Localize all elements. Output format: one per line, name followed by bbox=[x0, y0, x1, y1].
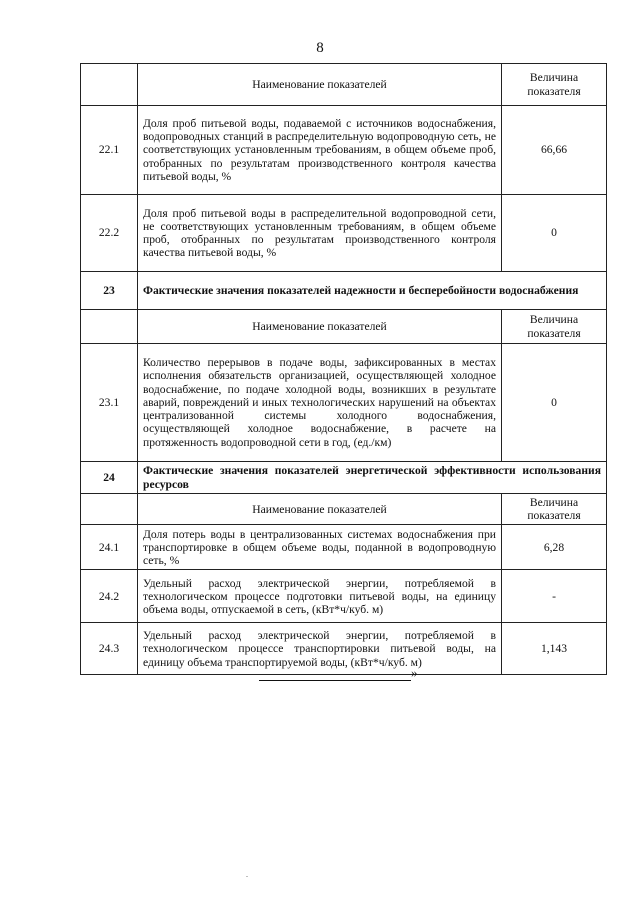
row-number: 24.2 bbox=[81, 570, 138, 623]
header-empty-cell bbox=[81, 64, 138, 106]
row-value: 66,66 bbox=[502, 106, 607, 195]
section-number: 24 bbox=[81, 462, 138, 494]
header-empty-cell bbox=[81, 310, 138, 344]
row-number: 24.3 bbox=[81, 623, 138, 675]
table-subheader-row bbox=[81, 310, 607, 344]
section-title: Фактические значения показателей энергетической эффективности использования ресурсов bbox=[138, 462, 607, 494]
header-value: Величина показателя bbox=[502, 310, 607, 344]
table-header-row bbox=[81, 64, 607, 106]
table-row bbox=[81, 344, 607, 462]
section-row bbox=[81, 272, 607, 310]
row-description: Доля потерь воды в централизованных системах водоснабжения при транспортировке в общем объеме воды, поданной в водопроводную сеть, % bbox=[138, 525, 502, 570]
header-value: Величина показателя bbox=[502, 494, 607, 525]
section-number: 23 bbox=[81, 272, 138, 310]
row-number: 24.1 bbox=[81, 525, 138, 570]
row-description: Количество перерывов в подаче воды, зафиксированных в местах исполнения обязательств организацией, осуществляющей холодное водоснабжение, по подаче холодной воды, возникших в результате аварий, повреждений и иных технологических нарушений на объектах централизованной системы холодного водоснабжения, осуществляющей холодное водоснабжение, в расчете на протяженность водопроводной сети в год, (ед./км) bbox=[138, 344, 502, 462]
header-value: Величина показателя bbox=[502, 64, 607, 106]
header-empty-cell bbox=[81, 494, 138, 525]
section-row bbox=[81, 462, 607, 494]
row-value: 0 bbox=[502, 344, 607, 462]
bottom-dot: . bbox=[246, 870, 248, 879]
row-number: 22.1 bbox=[81, 106, 138, 195]
section-title: Фактические значения показателей надежности и бесперебойности водоснабжения bbox=[138, 272, 607, 310]
row-number: 23.1 bbox=[81, 344, 138, 462]
header-name: Наименование показателей bbox=[138, 64, 502, 106]
page-number: 8 bbox=[316, 40, 324, 56]
closing-quote: » bbox=[411, 665, 418, 680]
table-row bbox=[81, 106, 607, 195]
row-value: - bbox=[502, 570, 607, 623]
table-row bbox=[81, 570, 607, 623]
row-description: Удельный расход электрической энергии, потребляемой в технологическом процессе подготовки питьевой воды, на единицу объема воды, отпускаемой в сеть, (кВт*ч/куб. м) bbox=[138, 570, 502, 623]
closing-mark bbox=[259, 665, 418, 681]
row-description: Доля проб питьевой воды, подаваемой с источников водоснабжения, водопроводных станций в распределительную водопроводную сеть, не соответствующих установленным требованиям, в общем объеме проб, отобранных по результатам производственного контроля качества питьевой воды, % bbox=[138, 106, 502, 195]
row-description: Удельный расход электрической энергии, потребляемой в технологическом процессе транспортировки питьевой воды, на единицу объема транспортируемой воды, (кВт*ч/куб. м) bbox=[138, 623, 502, 675]
row-value: 1,143 bbox=[502, 623, 607, 675]
indicators-table bbox=[80, 63, 607, 675]
table-subheader-row bbox=[81, 494, 607, 525]
table-row bbox=[81, 525, 607, 570]
table-row bbox=[81, 195, 607, 272]
closing-underline bbox=[259, 668, 411, 681]
header-name: Наименование показателей bbox=[138, 310, 502, 344]
row-description: Доля проб питьевой воды в распределительной водопроводной сети, не соответствующих установленным требованиям, в общем объеме проб, отобранных по результатам производственного контроля качества питьевой воды, % bbox=[138, 195, 502, 272]
header-name: Наименование показателей bbox=[138, 494, 502, 525]
row-value: 6,28 bbox=[502, 525, 607, 570]
row-value: 0 bbox=[502, 195, 607, 272]
row-number: 22.2 bbox=[81, 195, 138, 272]
